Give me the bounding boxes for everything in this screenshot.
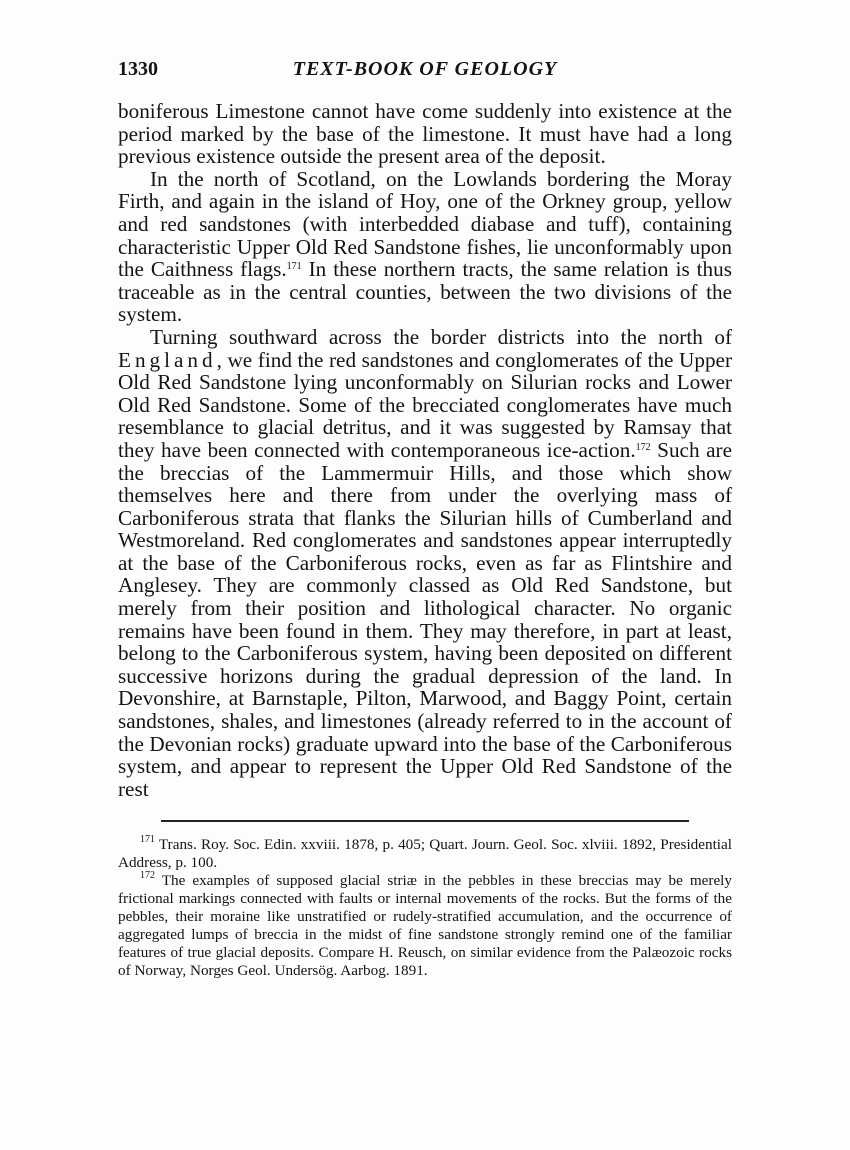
page-number: 1330 — [118, 58, 158, 80]
paragraph-3 — [118, 326, 732, 800]
footnote-marker-172: 172 — [140, 870, 155, 882]
paragraph-3-text-b: , we find the red sandstones and conglomerates of the Upper Old Red Sandstone lying unconformably on Silurian rocks and Lower Old Red Sandstone. Some of the brecciated conglomerates have much resemblance to glacial detritus, and it was suggested by Ramsay that they have been connected with contemporaneous ice-action. — [118, 347, 732, 462]
footnote-172 — [118, 872, 732, 980]
footnote-172-text: The examples of supposed glacial striæ in the pebbles in these breccias may be merely frictional markings connected with faults or internal movements of the rocks. But the forms of the pebbles, their moraine like unstratified or rudely-stratified accumulation, and the occurrence of aggregated lumps of breccia in the midst of fine sandstone strongly remind one of the familiar features of true glacial deposits. Compare H. Reusch, on similar evidence from the Palæozoic rocks of Norway, Norges Geol. Undersög. Aarbog. 1891. — [118, 872, 732, 980]
footnote-divider — [161, 820, 689, 822]
paragraph-2-text-a: In the north of Scotland, on the Lowlands bordering the Moray Firth, and again in the island of Hoy, one of the Orkney group, yellow and red sandstones (with interbedded diabase and tuff), containing characteristic Upper Old Red Sandstone fishes, lie unconformably upon the Caithness flags. — [118, 166, 732, 282]
paragraph-1 — [118, 100, 732, 168]
spaced-word-england: England — [118, 347, 217, 372]
footnote-171-text: Trans. Roy. Soc. Edin. xxviii. 1878, p. 405; Quart. Journ. Geol. Soc. xlviii. 1892, Presidential Address, p. 100. — [118, 836, 732, 872]
footnote-171 — [118, 836, 732, 872]
footnote-marker-171: 171 — [140, 834, 155, 846]
footnotes — [118, 836, 732, 980]
paragraph-1-text: boniferous Limestone cannot have come suddenly into existence at the period marked by the base of the limestone. It must have had a long previous existence outside the present area of the deposit. — [118, 99, 732, 169]
running-title: TEXT-BOOK OF GEOLOGY — [292, 58, 558, 80]
paragraph-2-text-b: In these northern tracts, the same relation is thus traceable as in the central counties, between the two divisions of the system. — [118, 257, 732, 327]
body-text — [118, 100, 732, 800]
paragraph-2 — [118, 168, 732, 326]
paragraph-3-text-a: Turning southward across the border districts into the north of — [150, 324, 732, 349]
paragraph-3-text-c: Such are the breccias of the Lammermuir Hills, and those which show themselves here and there from under the overlying mass of Carboniferous strata that flanks the Silurian hills of Cumberland and Westmoreland. Red conglomerates and sandstones appear interruptedly at the base of the Carboniferous rocks, even as far as Flintshire and Anglesey. They are commonly classed as Old Red Sandstone, but merely from their position and lithological character. No organic remains have been found in them. They may therefore, in part at least, belong to the Carboniferous system, having been deposited on different successive horizons during the gradual depression of the land. In Devonshire, at Barnstaple, Pilton, Marwood, and Baggy Point, certain sandstones, shales, and limestones (already referred to in the account of the Devonian rocks) graduate upward into the base of the Carboniferous system, and appear to represent the Upper Old Red Sandstone of the rest — [118, 437, 732, 801]
footnote-ref-172[interactable]: 172 — [635, 441, 651, 453]
footnote-ref-171[interactable]: 171 — [286, 261, 302, 273]
running-head — [118, 58, 732, 92]
